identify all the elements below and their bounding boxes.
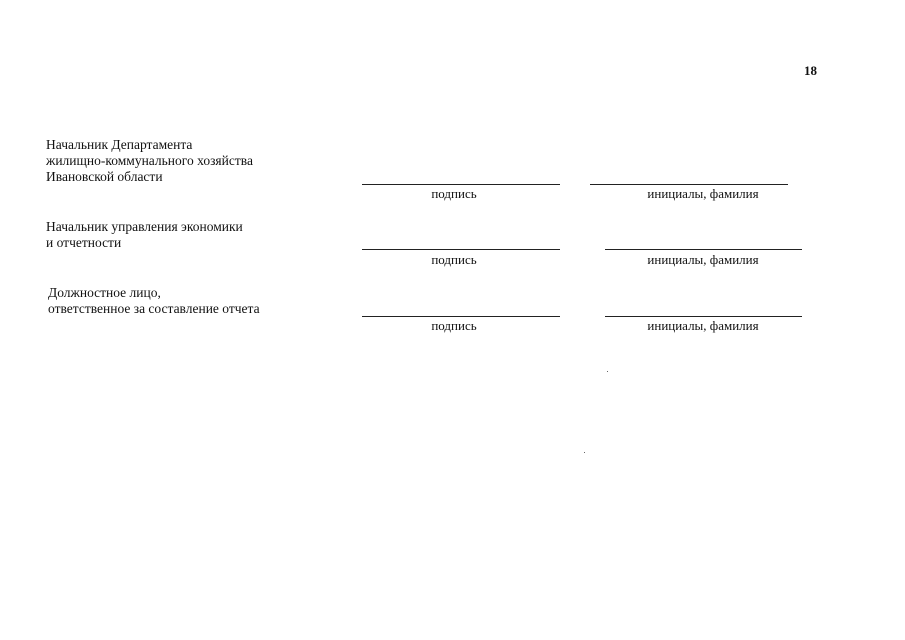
position-title: [46, 137, 253, 185]
position-title-line: ответственное за составление отчета: [48, 301, 260, 316]
signature-line[interactable]: [362, 316, 560, 317]
position-title: [46, 219, 243, 251]
position-title-line: Начальник Департамента: [46, 137, 193, 152]
name-line[interactable]: [605, 316, 802, 317]
name-caption: инициалы, фамилия: [647, 186, 759, 201]
signature-caption: подпись: [431, 186, 477, 201]
position-title: [48, 285, 260, 317]
signature-line[interactable]: [362, 249, 560, 250]
scan-speck: [607, 371, 608, 372]
position-title-line: Начальник управления экономики: [46, 219, 243, 234]
name-line[interactable]: [605, 249, 802, 250]
name-caption: инициалы, фамилия: [647, 252, 759, 267]
position-title-line: и отчетности: [46, 235, 122, 250]
page-number: 18: [804, 63, 817, 78]
scan-speck: [584, 452, 585, 453]
signature-caption: подпись: [431, 252, 477, 267]
position-title-line: Должностное лицо,: [48, 285, 161, 300]
position-title-line: Ивановской области: [46, 169, 163, 184]
name-line[interactable]: [590, 184, 788, 185]
position-title-line: жилищно-коммунального хозяйства: [46, 153, 253, 168]
signature-line[interactable]: [362, 184, 560, 185]
name-caption: инициалы, фамилия: [647, 318, 759, 333]
signature-caption: подпись: [431, 318, 477, 333]
